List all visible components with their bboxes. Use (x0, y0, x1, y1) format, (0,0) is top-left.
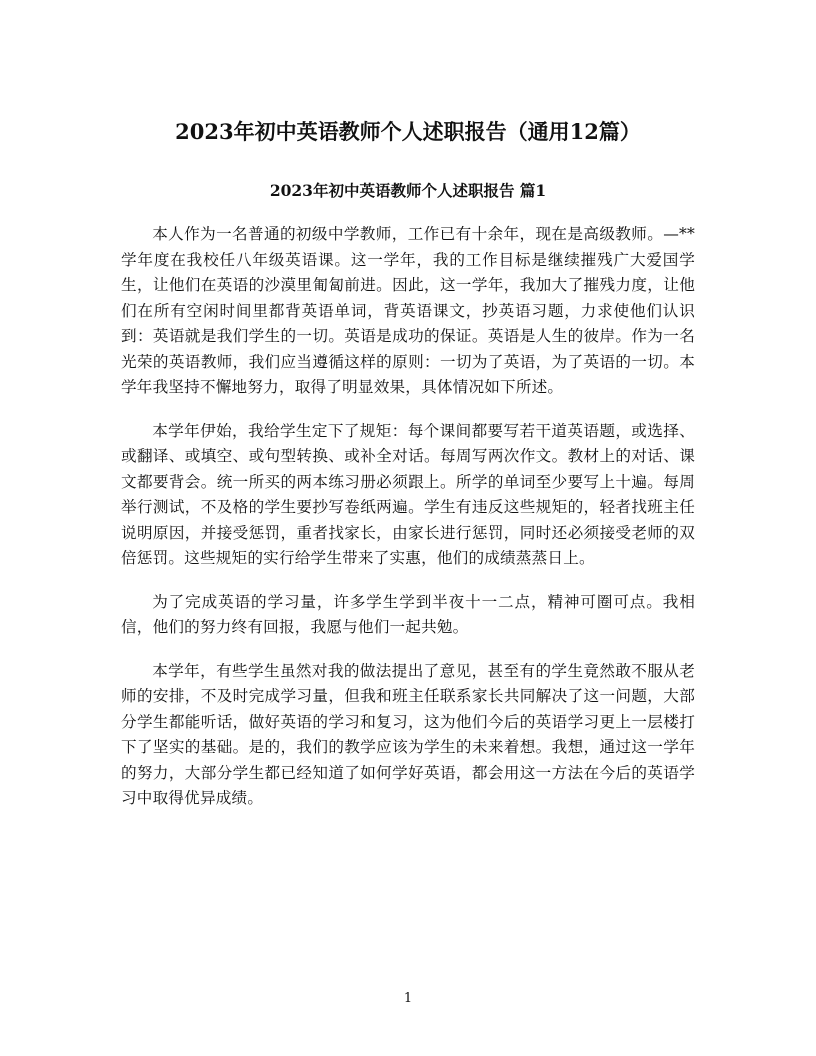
document-title: 2023年初中英语教师个人述职报告（通用12篇） (175, 119, 641, 144)
paragraph-1: 本人作为一名普通的初级中学教师，工作已有十余年，现在是高级教师。—**学年度在我校任八年级英语课。这一学年，我的工作目标是继续摧残广大爱国学生，让他们在英语的沙漠里匍匐前进。因此，这一学年，我加大了摧残力度，让他们在所有空闲时间里都背英语单词，背英语课文，抄英语习题，力求使他们认识到：英语就是我们学生的一切。英语是成功的保证。英语是人生的彼岸。作为一名光荣的英语教师，我们应当遵循这样的原则：一切为了英语，为了英语的一切。本学年我坚持不懈地努力，取得了明显效果，具体情况如下所述。 (121, 225, 695, 396)
paragraph-3: 为了完成英语的学习量，许多学生学到半夜十一二点，精神可圈可点。我相信，他们的努力终有回报，我愿与他们一起共勉。 (121, 592, 695, 636)
document-body (121, 222, 695, 830)
paragraph-2: 本学年伊始，我给学生定下了规矩：每个课间都要写若干道英语题，或选择、或翻译、或填空、或句型转换、或补全对话。每周写两次作文。教材上的对话、课文都要背会。统一所买的两本练习册必须跟上。所学的单词至少要写上十遍。每周举行测试，不及格的学生要抄写卷纸两遍。学生有违反这些规矩的，轻者找班主任说明原因，并接受惩罚，重者找家长，由家长进行惩罚，同时还必须接受老师的双倍惩罚。这些规矩的实行给学生带来了实惠，他们的成绩蒸蒸日上。 (121, 421, 695, 567)
page-number: 1 (403, 991, 413, 1006)
paragraph-4: 本学年，有些学生虽然对我的做法提出了意见，甚至有的学生竟然敢不服从老师的安排，不及时完成学习量，但我和班主任联系家长共同解决了这一问题，大部分学生都能听话，做好英语的学习和复习，这为他们今后的英语学习更上一层楼打下了坚实的基础。是的，我们的教学应该为学生的未来着想。我想，通过这一学年的努力，大部分学生都已经知道了如何学好英语，都会用这一方法在今后的英语学习中取得优异成绩。 (121, 661, 695, 807)
section-title: 2023年初中英语教师个人述职报告 篇1 (269, 181, 547, 200)
